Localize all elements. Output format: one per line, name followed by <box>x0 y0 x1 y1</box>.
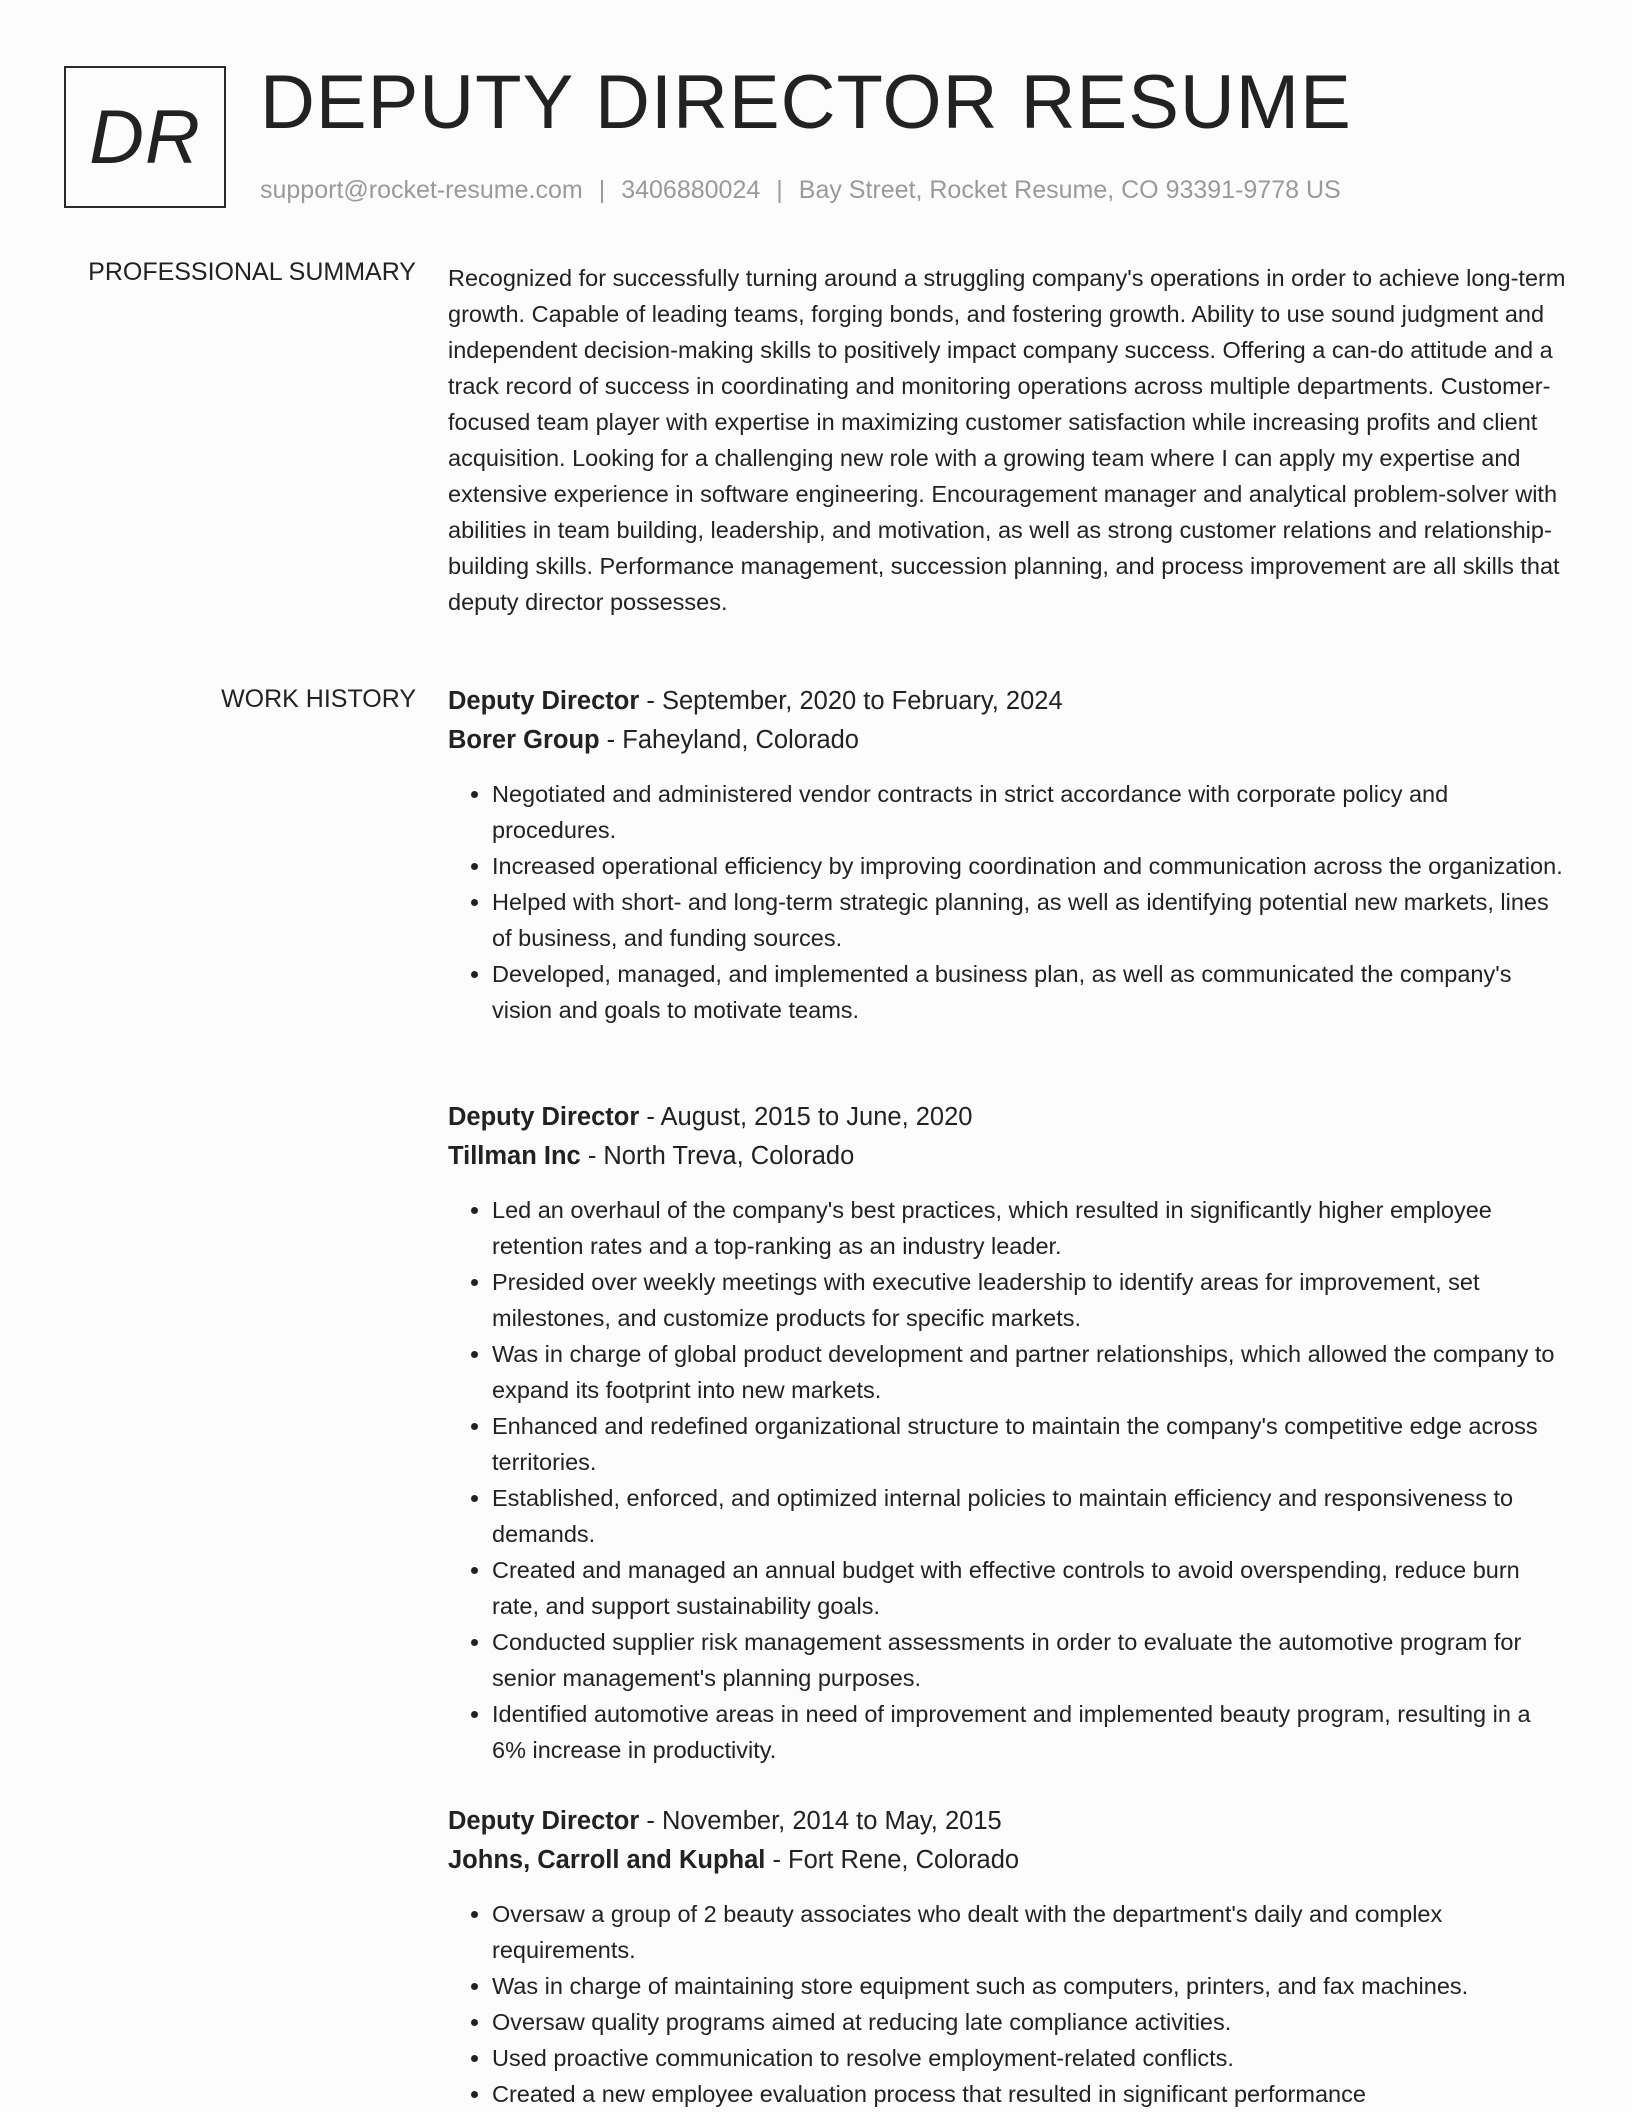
contact-separator: | <box>776 176 783 204</box>
job-bullet: • Negotiated and administered vendor contracts in strict accordance with corporate policy and procedures. <box>492 776 1568 848</box>
job-dates: - September, 2020 to February, 2024 <box>639 687 1063 715</box>
job-entry <box>448 1098 1568 1768</box>
job-company-line <box>448 1137 1568 1176</box>
job-location: - Fort Rene, Colorado <box>765 1846 1020 1874</box>
job-bullet: • Presided over weekly meetings with executive leadership to identify areas for improvement, set milestones, and customize products for specific markets. <box>492 1264 1568 1336</box>
job-bullet: • Increased operational efficiency by improving coordination and communication across the organization. <box>492 848 1568 884</box>
job-title: Deputy Director <box>448 1103 640 1131</box>
contact-address: Bay Street, Rocket Resume, CO 93391-9778 US <box>798 176 1341 204</box>
job-company: Tillman Inc <box>448 1142 581 1170</box>
job-company-line <box>448 721 1568 760</box>
job-location: - North Treva, Colorado <box>580 1142 855 1170</box>
job-company: Borer Group <box>448 726 600 754</box>
job-bullet: • Established, enforced, and optimized internal policies to maintain efficiency and responsiveness to demands. <box>492 1480 1568 1552</box>
job-title: Deputy Director <box>448 1807 640 1835</box>
job-bullet: • Conducted supplier risk management assessments in order to evaluate the automotive program for senior management's planning purposes. <box>492 1624 1568 1696</box>
job-company-line <box>448 1841 1568 1880</box>
job-bullet: • Oversaw a group of 2 beauty associates who dealt with the department's daily and complex requirements. <box>492 1896 1568 1968</box>
job-location: - Faheyland, Colorado <box>599 726 859 754</box>
contact-email: support@rocket-resume.com <box>260 176 583 204</box>
contact-separator: | <box>598 176 606 204</box>
job-title-line <box>448 682 1568 721</box>
job-bullet: • Led an overhaul of the company's best practices, which resulted in significantly higher employee retention rates and a top-ranking as an industry leader. <box>492 1192 1568 1264</box>
monogram-initials: DR <box>89 94 201 180</box>
job-bullet: • Helped with short- and long-term strategic planning, as well as identifying potential new markets, lines of business, and funding sources. <box>492 884 1568 956</box>
job-bullet: • Used proactive communication to resolve employment-related conflicts. <box>492 2040 1568 2076</box>
job-bullet: • Created and managed an annual budget with effective controls to avoid overspending, reduce burn rate, and support sustainability goals. <box>492 1552 1568 1624</box>
job-entry <box>448 1802 1568 2112</box>
job-dates: - August, 2015 to June, 2020 <box>639 1103 973 1131</box>
summary-text: Recognized for successfully turning around a struggling company's operations in order to achieve long-term growth. Capable of leading teams, forging bonds, and fostering growth. Ability to use sound judgment and independent decision-making skills to positively impact company success. Offering a can-do attitude and a track record of success in coordinating and monitoring operations across multiple departments. Customer-focused team player with expertise in maximizing customer satisfaction while increasing profits and client acquisition. Looking for a challenging new role with a growing team where I can apply my expertise and extensive experience in software engineering. Encouragement manager and analytical problem-solver with abilities in team building, leadership, and motivation, as well as strong customer relations and relationship-building skills. Performance management, succession planning, and process improvement are all skills that deputy director possesses. <box>448 265 1566 615</box>
job-entry <box>448 682 1568 1028</box>
job-bullets <box>448 1896 1568 2112</box>
job-title: Deputy Director <box>448 687 640 715</box>
job-bullet: • Identified automotive areas in need of improvement and implemented beauty program, resulting in a 6% increase in productivity. <box>492 1696 1568 1768</box>
job-bullets <box>448 1192 1568 1768</box>
job-dates: - November, 2014 to May, 2015 <box>639 1807 1002 1835</box>
job-bullets <box>448 776 1568 1028</box>
job-bullet: • Was in charge of global product development and partner relationships, which allowed the company to expand its footprint into new markets. <box>492 1336 1568 1408</box>
job-bullet: • Created a new employee evaluation process that resulted in significant performance <box>492 2076 1568 2112</box>
monogram-badge <box>64 66 226 208</box>
contact-phone: 3406880024 <box>621 176 761 204</box>
contact-line <box>260 176 1341 205</box>
job-bullet: • Oversaw quality programs aimed at reducing late compliance activities. <box>492 2004 1568 2040</box>
job-bullet: • Was in charge of maintaining store equipment such as computers, printers, and fax machines. <box>492 1968 1568 2004</box>
job-title-line <box>448 1098 1568 1137</box>
job-title-line <box>448 1802 1568 1841</box>
job-bullet: • Enhanced and redefined organizational structure to maintain the company's competitive edge across territories. <box>492 1408 1568 1480</box>
resume-title: DEPUTY DIRECTOR RESUME <box>260 60 1352 145</box>
work-history-section-label: WORK HISTORY <box>221 685 416 713</box>
job-company: Johns, Carroll and Kuphal <box>448 1846 766 1874</box>
job-bullet: • Developed, managed, and implemented a business plan, as well as communicated the company's vision and goals to motivate teams. <box>492 956 1568 1028</box>
summary-section-label: PROFESSIONAL SUMMARY <box>88 258 416 286</box>
